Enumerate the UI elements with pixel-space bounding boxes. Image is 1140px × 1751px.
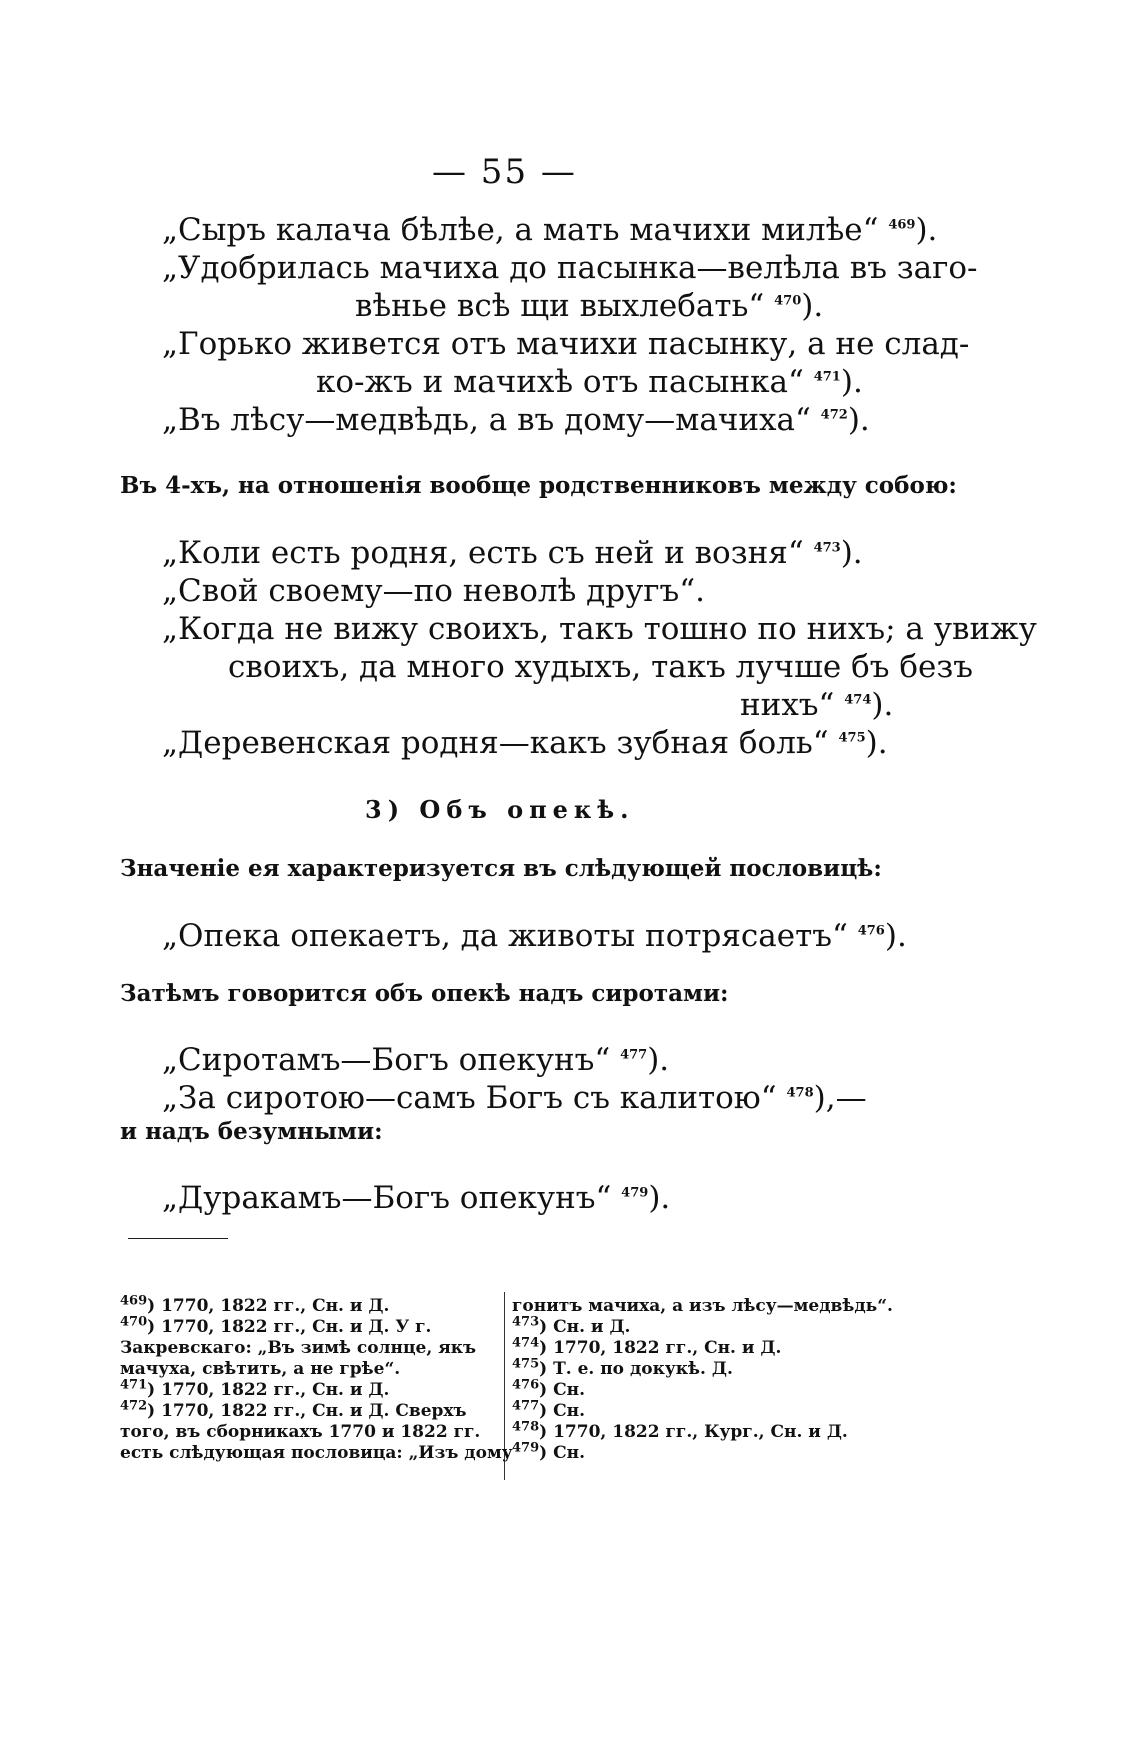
footnote: $^{477}$) Сн. (512, 1398, 585, 1421)
section-heading: 3) Объ опекѣ. (365, 795, 635, 824)
footnote: $^{473}$) Сн. и Д. (512, 1314, 631, 1337)
footnote-ref: 477 (620, 1047, 648, 1063)
proverb-475: „Деревенская родня—какъ зубная боль“ $^{475}$). (162, 725, 888, 761)
footnote-continuation: Закревскаго: „Въ зимѣ солнце, якъ (120, 1338, 477, 1358)
page-number: — 55 — (432, 152, 577, 192)
paragraph-relatives: Въ 4-хъ, на отношенія вообще родственниковъ между собою: (120, 472, 957, 499)
proverb-473: „Коли есть родня, есть съ ней и возня“ $^{473}$). (162, 535, 863, 571)
proverb-476: „Опека опекаетъ, да животы потрясаетъ“ $^{476}$). (162, 918, 907, 954)
proverb-477: „Сиротамъ—Богъ опекунъ“ $^{477}$). (162, 1042, 670, 1078)
footnote-ref: 476 (857, 923, 885, 939)
footnote-ref: 474 (844, 692, 872, 708)
paragraph-insane: и надъ безумными: (120, 1118, 383, 1145)
proverb-474-line-2: своихъ, да много худыхъ, такъ лучше бъ безъ (228, 649, 973, 685)
footnote: $^{476}$) Сн. (512, 1377, 585, 1400)
proverb-474-line-1: „Когда не вижу своихъ, такъ тошно по нихъ; а увижу (162, 611, 1037, 647)
footnotes-right (512, 1296, 912, 1464)
footnotes-left (120, 1293, 513, 1464)
footnote-ref: 471 (813, 369, 841, 385)
footnote-continuation: того, въ сборникахъ 1770 и 1822 гг. (120, 1422, 481, 1442)
footnote-ref: 478 (786, 1085, 814, 1101)
footnote-ref: 469 (888, 217, 916, 233)
proverb-472: „Въ лѣсу—медвѣдь, а въ дому—мачиха“ $^{472}$). (162, 402, 870, 438)
proverb-474-line-3: нихъ“ $^{474}$). (740, 687, 894, 723)
footnote-ref: 475 (838, 730, 866, 746)
proverb-479: „Дуракамъ—Богъ опекунъ“ $^{479}$). (162, 1180, 671, 1216)
paragraph-meaning: Значеніе ея характеризуется въ слѣдующей пословицѣ: (120, 855, 882, 882)
proverb-470-line-2: вѣнье всѣ щи выхлебать“ $^{470}$). (355, 288, 824, 324)
footnote: $^{471}$) 1770, 1822 гг., Сн. и Д. (120, 1377, 390, 1400)
proverb-469: „Сыръ калача бѣлѣе, а мать мачихи милѣе“ $^{469}$). (162, 212, 938, 248)
footnote-ref: 473 (813, 540, 841, 556)
proverb-471-line-1: „Горько живется отъ мачихи пасынку, а не слад- (162, 326, 970, 362)
proverb-471-line-2: ко-жъ и мачихѣ отъ пасынка“ $^{471}$). (316, 364, 863, 400)
footnote: $^{475}$) Т. е. по докукѣ. Д. (512, 1356, 733, 1379)
footnote-ref: 470 (774, 293, 802, 309)
footnote: $^{469}$) 1770, 1822 гг., Сн. и Д. (120, 1293, 390, 1316)
footnote-ref: 479 (621, 1185, 649, 1201)
footnote-rule (128, 1238, 228, 1239)
proverb-478: „За сиротою—самъ Богъ съ калитою“ $^{478}$),— (162, 1080, 867, 1116)
footnote-continuation: мачуха, свѣтить, а не грѣе“. (120, 1359, 401, 1379)
footnote: $^{472}$) 1770, 1822 гг., Сн. и Д. Сверхъ (120, 1398, 467, 1421)
footnote-ref: 472 (820, 407, 848, 423)
proverb-470-line-1: „Удобрилась мачиха до пасынка—велѣла въ заго- (162, 250, 978, 286)
footnote: $^{470}$) 1770, 1822 гг., Сн. и Д. У г. (120, 1314, 432, 1337)
footnote: $^{478}$) 1770, 1822 гг., Кург., Сн. и Д. (512, 1419, 848, 1442)
proverb-friend: „Свой своему—по неволѣ другъ“. (162, 573, 705, 609)
paragraph-orphans: Затѣмъ говорится объ опекѣ надъ сиротами: (120, 980, 729, 1007)
footnote-continuation: есть слѣдующая пословица: „Изъ дому (120, 1443, 513, 1463)
footnote: $^{474}$) 1770, 1822 гг., Сн. и Д. (512, 1335, 782, 1358)
footnote: $^{479}$) Сн. (512, 1440, 585, 1463)
footnote-continuation: гонитъ мачиха, а изъ лѣсу—медвѣдь“. (512, 1296, 893, 1316)
